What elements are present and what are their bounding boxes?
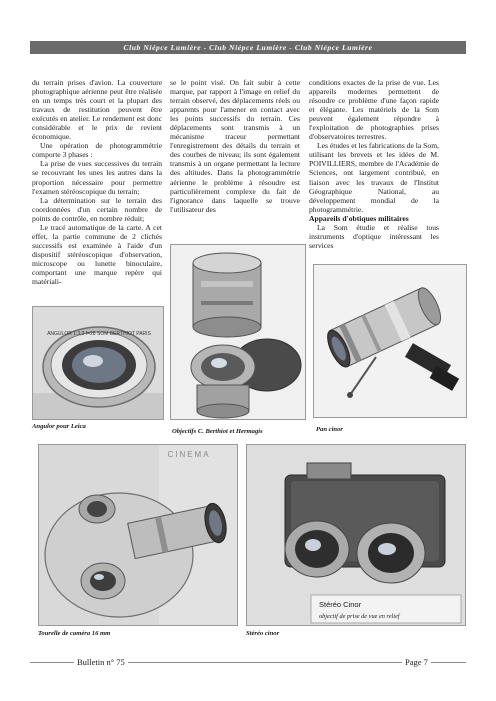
- photo-tourelle: [38, 444, 238, 626]
- caption-angulor: Angulor pour Leica: [32, 423, 86, 430]
- paragraph: Une opération de photogrammétrie comporte 3 phases :: [32, 141, 162, 160]
- paragraph: conditions exactes de la prise de vue. Les appareils modernes permettent de résoudre ce problème d'une façon rapide et élégante. Les matériels de la Som peuvent également répondre à l'exploitation de photographies prises d'observatoires terrestres.: [309, 78, 439, 142]
- page-footer: [30, 656, 466, 668]
- paragraph: La détermination sur le terrain des coordonnées d'un certain nombre de points de contrôle, en nombre réduit;: [32, 195, 162, 223]
- tourelle-image: [39, 445, 237, 625]
- objectifs-lenses-image: [171, 245, 305, 419]
- photo-objectifs: [170, 244, 306, 420]
- paragraph: du terrain prises d'avion. La couverture photographique aérienne peut être réalisée en un temps très court et la plupart des travaux de restitution peuvent être exécutés en atelier. Le rendement est donc considérable et le prix de revient économique.: [32, 78, 162, 142]
- text-column-1: [32, 78, 162, 306]
- section-heading: Appareils d'obtiques militaires: [309, 213, 409, 223]
- label-line-1: Stéréo Cinor: [319, 600, 362, 609]
- paragraph: Le tracé automatique de la carte. A cet effet, la partie commune de 2 clichés successifs est examinée à l'aide d'un dispositif stéréoscopique d'observation, microscope ou lunette binoculaire, comportant une marque repère qui matériali-: [32, 222, 162, 287]
- photo-pan-cinor: [313, 264, 467, 418]
- photo-angulor: [32, 306, 164, 420]
- paragraph: Les études et les fabrications de la Som, utilisant les brevets et les idées de M. POIVILLIERS, membre de l'Académie de Sciences, ont largement contribué, en liaison avec les travaux de l'Institut Géographique National, au développement mondial de la photogrammétrie.: [309, 141, 439, 214]
- caption-objectifs: Objectifs C. Berthiot et Hermagis: [172, 428, 263, 435]
- paragraph: La Som étudie et réalise tous instruments d'optique intéressant les services: [309, 222, 439, 250]
- pan-cinor-image: [314, 265, 466, 417]
- caption-stereo-cinor: Stéréo cinor: [246, 630, 280, 637]
- page-number: Page 7: [402, 656, 431, 668]
- label-line-2: objectif de prise de vue en relief: [319, 613, 400, 620]
- angulor-lens-image: [33, 307, 163, 419]
- paragraph: se le point visé. On fait subir à cette marque, par rapport à l'image en relief du terrain observé, des déplacements réels ou apparents pour l'amener en contact avec les points successifs du terrain. Ces déplacements sont transmis à un mécanisme traceur permettant l'enregistrement des détails du terrain et des courbes de niveau; ils sont également transmis à un organe permettant la lecture des altitudes. Dans la photogrammétrie aérienne le problème à résoudre est particulièrement complexe du fait de l'ignorance dans laquelle se trouve l'utilisateur des: [170, 78, 300, 214]
- photo-stereo-cinor: [246, 444, 466, 626]
- caption-tourelle: Tourelle de caméra 16 mm: [38, 630, 111, 637]
- engraving-text: ANGULOR 1:3,3 f=28 SOM BERTHIOT PARIS: [47, 331, 151, 337]
- bulletin-number: Bulletin n° 75: [74, 656, 128, 668]
- box-text: CINEMA: [167, 450, 211, 459]
- paragraph: La prise de vues successives du terrain se recouvrant les unes les autres dans la proportion nécessaire pour permettre l'examen stéréoscopique du terrain;: [32, 159, 162, 196]
- header-banner: Club Niépce Lumière - Club Niépce Lumière - Club Niépce Lumière: [30, 41, 466, 54]
- caption-pan-cinor: Pan cinor: [316, 426, 343, 433]
- stereo-cinor-image: [247, 445, 465, 625]
